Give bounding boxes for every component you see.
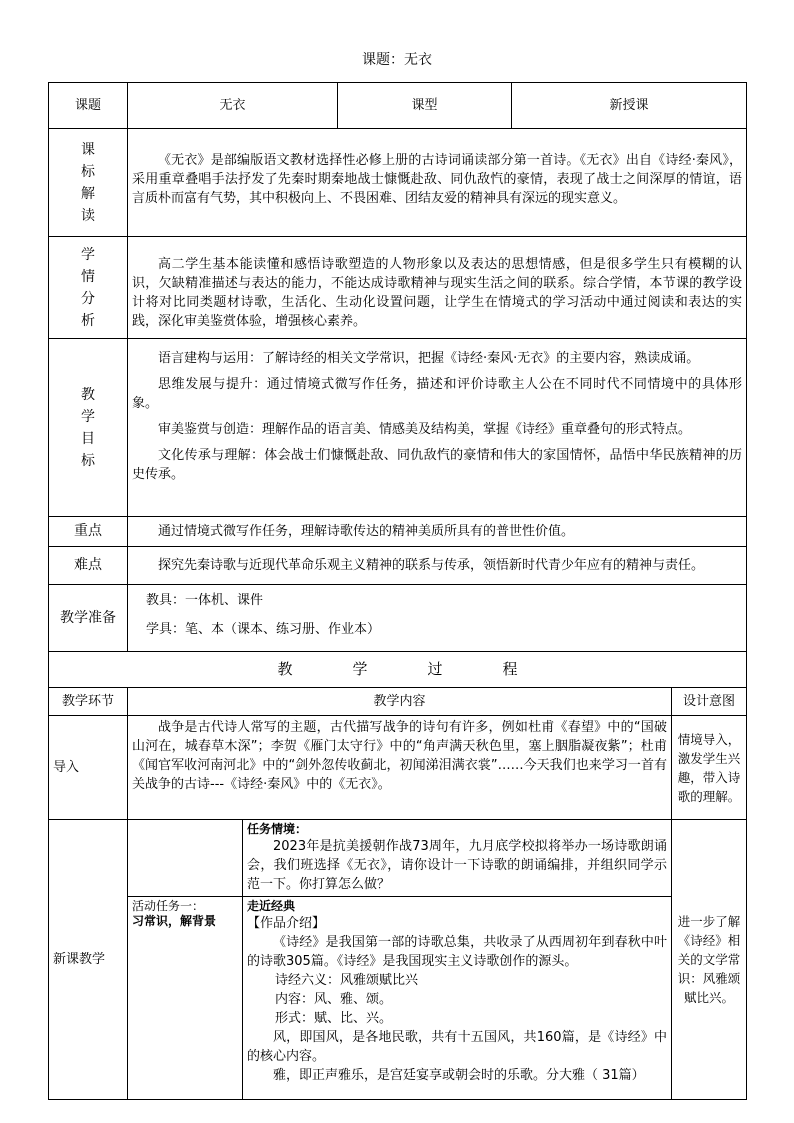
goals-label: 教 学 目 标 [49, 339, 128, 517]
header-row [49, 83, 747, 129]
activity-content-cell [243, 897, 672, 1100]
goals-row [49, 339, 747, 517]
process-title-row [49, 652, 747, 688]
intro-intent: 情境导入，激发学生兴趣，带入诗歌的理解。 [672, 716, 747, 820]
goal-item: 思维发展与提升：通过情境式微写作任务，描述和评价诗歌主人公在不同时代不同情境中的具体形象。 [132, 377, 743, 411]
intro-section-title: 【作品介绍】 [247, 916, 326, 931]
lesson-plan-table [48, 82, 747, 1100]
scenario-row [49, 820, 747, 897]
process-title: 教 学 过 程 [49, 652, 747, 688]
feng-text: 风，即国风，是各地民歌，共有十五国风，共160篇，是《诗经》中的核心内容。 [247, 1030, 668, 1064]
works-intro-text: 《诗经》是我国第一部的诗歌总集，共收录了从西周初年到春秋中叶的诗歌305篇。《诗经》是我国现实主义诗歌创作的源头。 [247, 935, 668, 969]
standard-label: 课 标 解 读 [49, 129, 128, 237]
learning-row [49, 237, 747, 339]
prep-row [49, 585, 747, 652]
difficulty-cell [128, 547, 747, 585]
new-lesson-intent: 进一步了解《诗经》相关的文学常识：风雅颂赋比兴。 [672, 820, 747, 1100]
col-intent-header: 设计意图 [672, 688, 747, 716]
key-point-text: 通过情境式微写作任务，理解诗歌传达的精神美质所具有的普世性价值。 [158, 524, 575, 539]
key-point-row [49, 517, 747, 547]
prep-cell [128, 585, 747, 652]
goals-cell [128, 339, 747, 517]
learning-label: 学 情 分 析 [49, 237, 128, 339]
activity-sub: 习常识，解背景 [132, 914, 217, 928]
learning-text-cell [128, 237, 747, 339]
col-content-header: 教学内容 [128, 688, 672, 716]
content-text: 内容：风、雅、颂。 [275, 992, 393, 1007]
standard-text: 《无衣》是部编版语文教材选择性必修上册的古诗词诵读部分第一首诗。《无衣》出自《诗经·秦风》，采用重章叠唱手法抒发了先秦时期秦地战士慷慨赴敌、同仇敌忾的豪情，表现了战士之间深厚的情谊，语言质朴而富有气势，其中积极向上、不畏困难、团结友爱的精神具有深远的现实意义。 [132, 153, 743, 206]
prep-item: 教具：一体机、课件 [146, 593, 264, 608]
topic-value: 无衣 [128, 83, 338, 129]
six-yi-text: 诗经六义：风雅颂赋比兴 [275, 973, 419, 988]
ya-text: 雅，即正声雅乐，是宫廷宴享或朝会时的乐歌。分大雅（ 31篇） [273, 1068, 645, 1083]
intro-row [49, 716, 747, 820]
topic-label: 课题 [49, 83, 128, 129]
form-text: 形式：赋、比、兴。 [275, 1011, 393, 1026]
new-lesson-stage: 新课教学 [49, 820, 128, 1100]
difficulty-row [49, 547, 747, 585]
col-stage-header: 教学环节 [49, 688, 128, 716]
intro-stage: 导入 [49, 716, 128, 820]
difficulty-text: 探究先秦诗歌与近现代革命乐观主义精神的联系与传承，领悟新时代青少年应有的精神与责任。 [158, 558, 705, 573]
standard-row [49, 129, 747, 237]
activity-label-cell [128, 897, 243, 1100]
intro-text: 战争是古代诗人常写的主题，古代描写战争的诗句有许多，例如杜甫《春望》中的“国破山河在，城春草木深”；李贺《雁门太守行》中的“角声满天秋色里，塞上胭脂凝夜紫”；杜甫《闻官军收河南河北》中的“剑外忽传收蓟北，初闻涕泪满衣裳”……今天我们也来学习一首有关战争的古诗---《诗经·秦风》中的《无衣》。 [132, 720, 668, 792]
goal-item: 语言建构与运用：了解诗经的相关文学常识，把握《诗经·秦风·无衣》的主要内容，熟读成诵。 [158, 351, 700, 366]
scenario-cell [243, 820, 672, 897]
type-label: 课型 [338, 83, 512, 129]
learning-text: 高二学生基本能读懂和感悟诗歌塑造的人物形象以及表达的思想情感，但是很多学生只有模糊的认识，欠缺精准描述与表达的能力，不能达成诗歌精神与现实生活之间的联系。综合学情，本节课的教学设计将对比同类题材诗歌，生活化、生动化设置问题，让学生在情境式的学习活动中通过阅读和表达的实践，深化审美鉴赏体验，增强核心素养。 [132, 257, 743, 329]
process-header-row [49, 688, 747, 716]
goal-item: 审美鉴赏与创造：理解作品的语言美、情感美及结构美，掌握《诗经》重章叠句的形式特点。 [158, 422, 692, 437]
scenario-left-cell [128, 820, 243, 897]
key-point-cell [128, 517, 747, 547]
key-point-label: 重点 [49, 517, 128, 547]
document-title: 课题：无衣 [362, 52, 432, 68]
difficulty-label: 难点 [49, 547, 128, 585]
standard-text-cell [128, 129, 747, 237]
prep-label: 教学准备 [49, 585, 128, 652]
prep-item: 学具：笔、本（课本、练习册、作业本） [146, 622, 381, 637]
section-title: 走近经典 [247, 899, 296, 913]
intro-content-cell [128, 716, 672, 820]
activity-row [49, 897, 747, 1100]
goal-item: 文化传承与理解：体会战士们慷慨赴敌、同仇敌忾的豪情和伟大的家国情怀，品悟中华民族精神的历史传承。 [132, 448, 743, 482]
scenario-title: 任务情境： [247, 822, 308, 836]
scenario-text: 2023年是抗美援朝作战73周年，九月底学校拟将举办一场诗歌朗诵会，我们班选择《无衣》，请你设计一下诗歌的朗诵编排，并组织同学示范一下。你打算怎么做？ [247, 839, 668, 892]
type-value: 新授课 [512, 83, 747, 129]
activity-label: 活动任务一： [132, 899, 205, 913]
